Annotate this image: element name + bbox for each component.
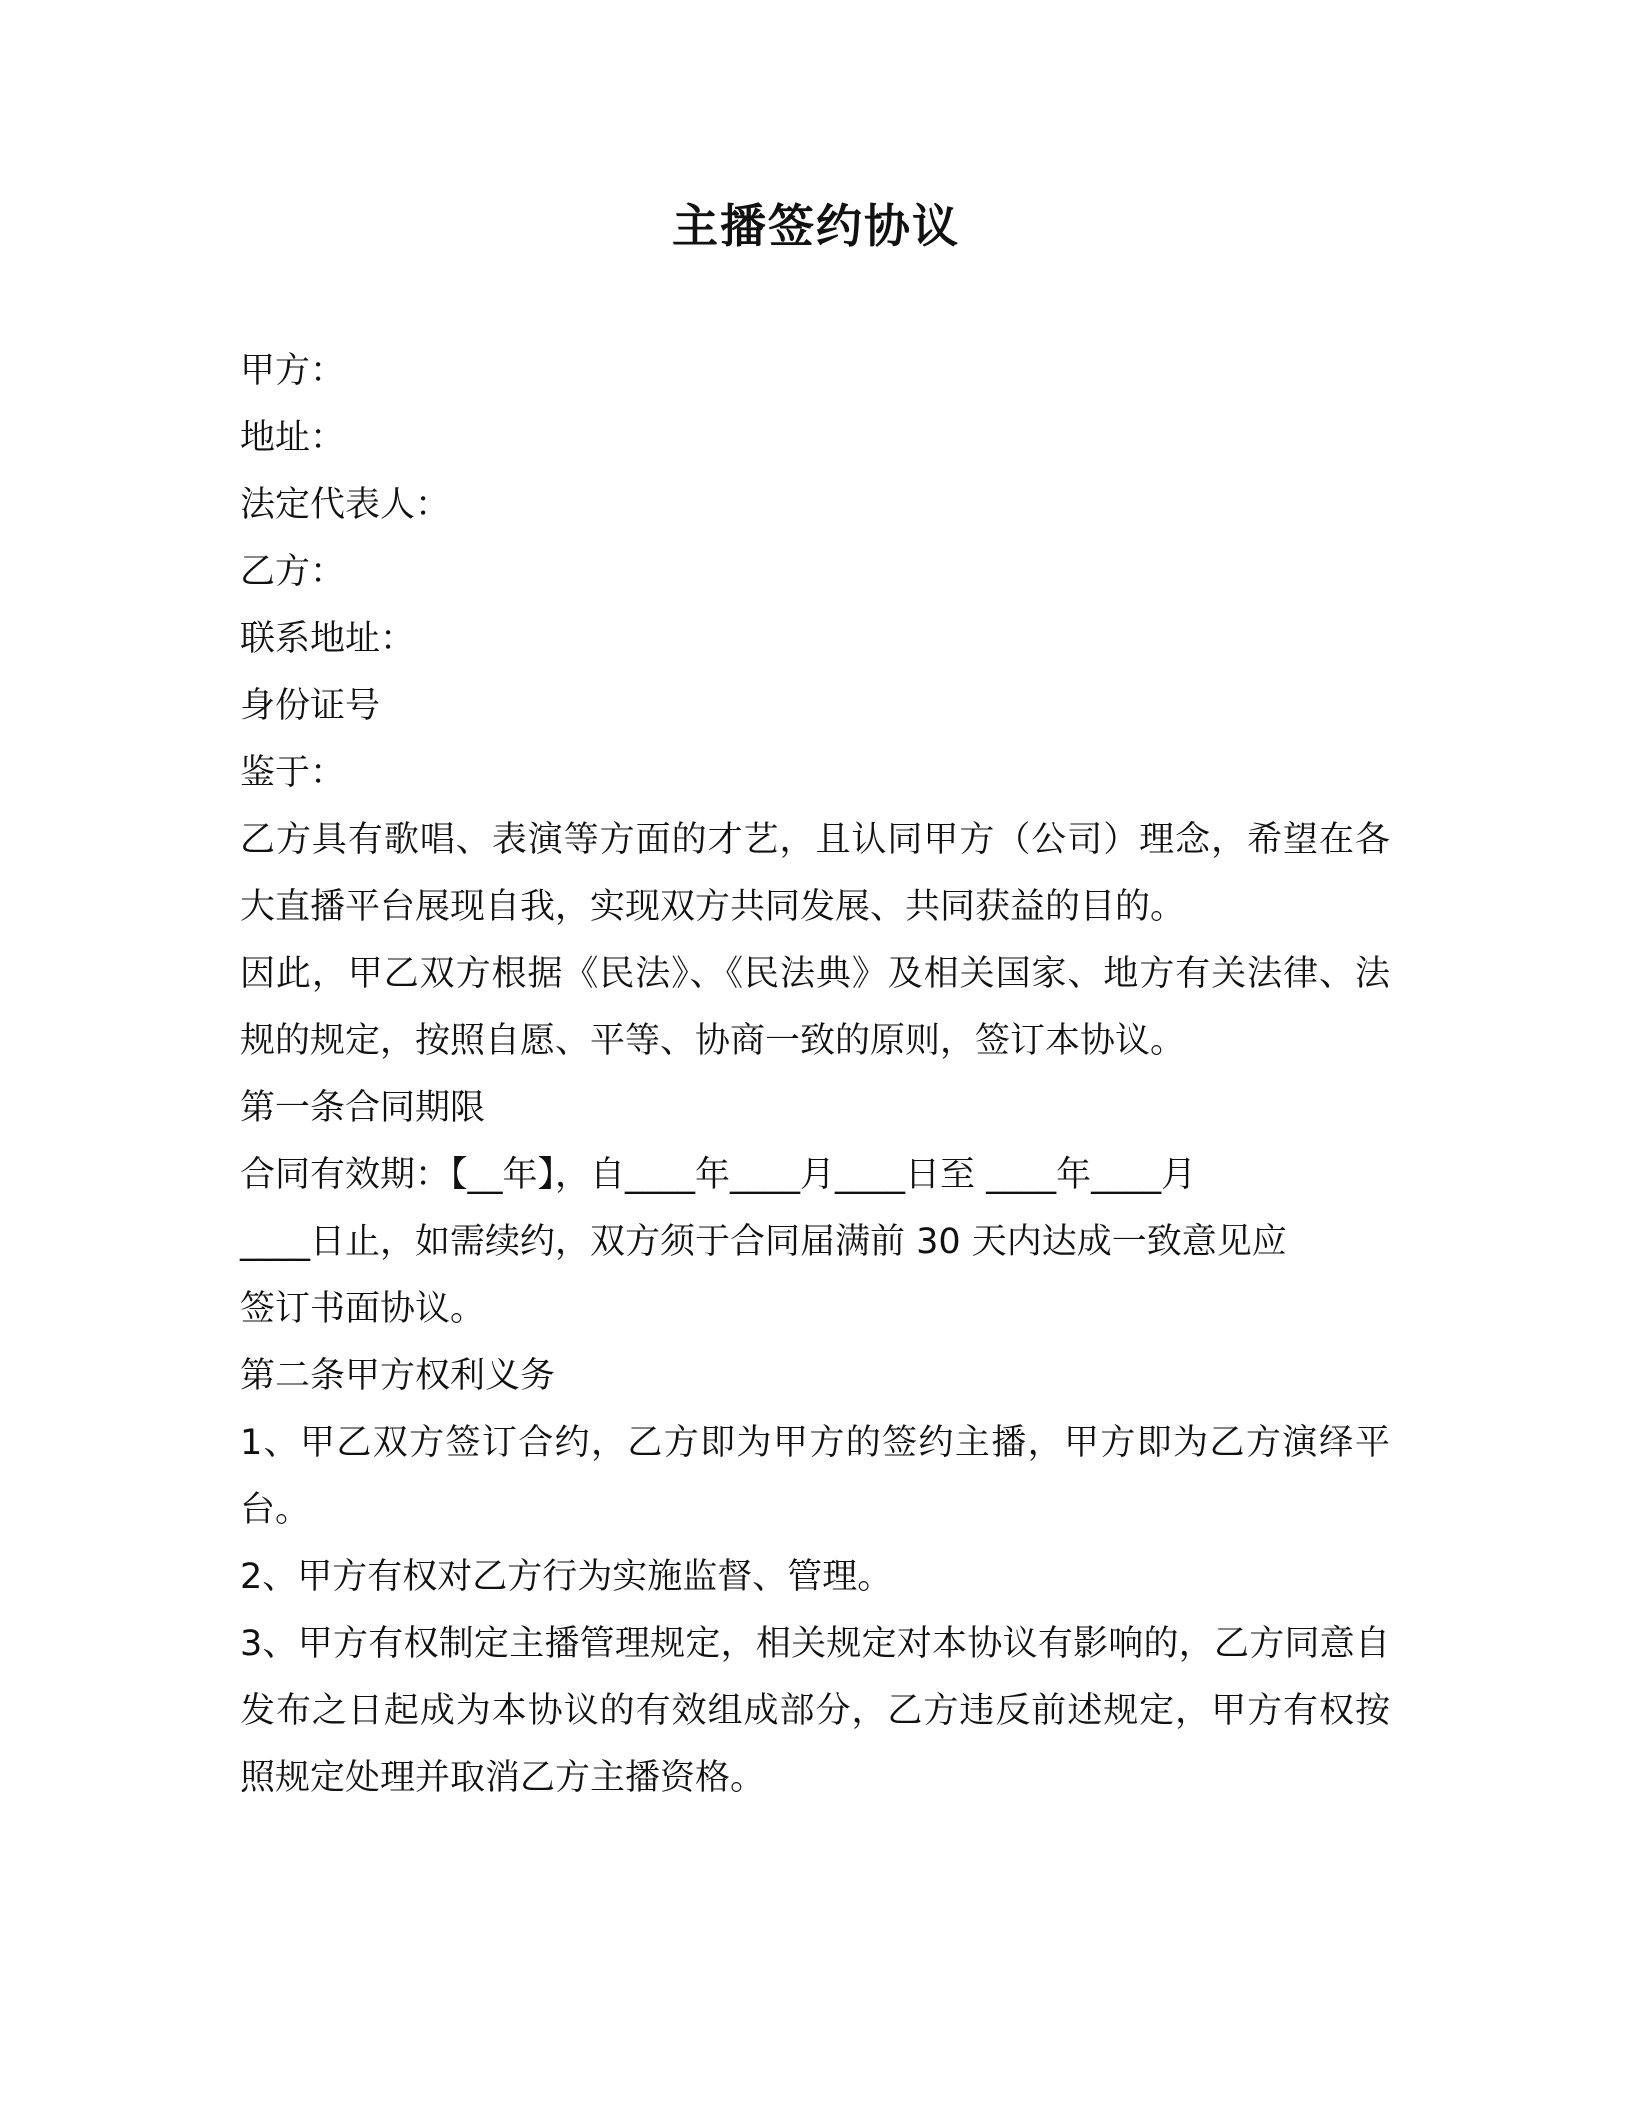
field-party-b: 乙方： <box>240 552 346 592</box>
section-heading-party-a-rights: 第二条甲方权利义务 <box>240 1356 556 1396</box>
field-id-number: 身份证号 <box>240 686 381 726</box>
term-line: 签订书面协议。 <box>240 1289 486 1329</box>
term-line: 合同有效期：【__年】，自____年____月____日至 ____年____月 <box>240 1155 1197 1195</box>
clause-item: 3、甲方有权制定主播管理规定，相关规定对本协议有影响的，乙方同意自发布之日起成为本协议的有效组成部分，乙方违反前述规定，甲方有权按照规定处理并取消乙方主播资格。 <box>240 1624 1390 1798</box>
section-heading-term: 第一条合同期限 <box>240 1088 486 1128</box>
field-whereas: 鉴于： <box>240 753 346 793</box>
field-party-a: 甲方： <box>240 351 346 391</box>
clause-item: 2、甲方有权对乙方行为实施监督、管理。 <box>240 1557 893 1597</box>
term-line: ____日止，如需续约，双方须于合同届满前 30 天内达成一致意见应 <box>240 1222 1287 1262</box>
document-body <box>240 338 1390 1812</box>
field-legal-representative: 法定代表人： <box>240 485 451 525</box>
field-contact-address: 联系地址： <box>240 619 416 659</box>
clause-item: 1、甲乙双方签订合约，乙方即为甲方的签约主播，甲方即为乙方演绎平台。 <box>240 1423 1390 1530</box>
field-address: 地址： <box>240 418 346 458</box>
page-title: 主播签约协议 <box>672 199 960 253</box>
paragraph-basis: 因此，甲乙双方根据《民法》、《民法典》及相关国家、地方有关法律、法规的规定，按照自愿、平等、协商一致的原则，签订本协议。 <box>240 954 1390 1061</box>
paragraph-recital: 乙方具有歌唱、表演等方面的才艺，且认同甲方（公司）理念，希望在各大直播平台展现自我，实现双方共同发展、共同获益的目的。 <box>240 820 1390 927</box>
